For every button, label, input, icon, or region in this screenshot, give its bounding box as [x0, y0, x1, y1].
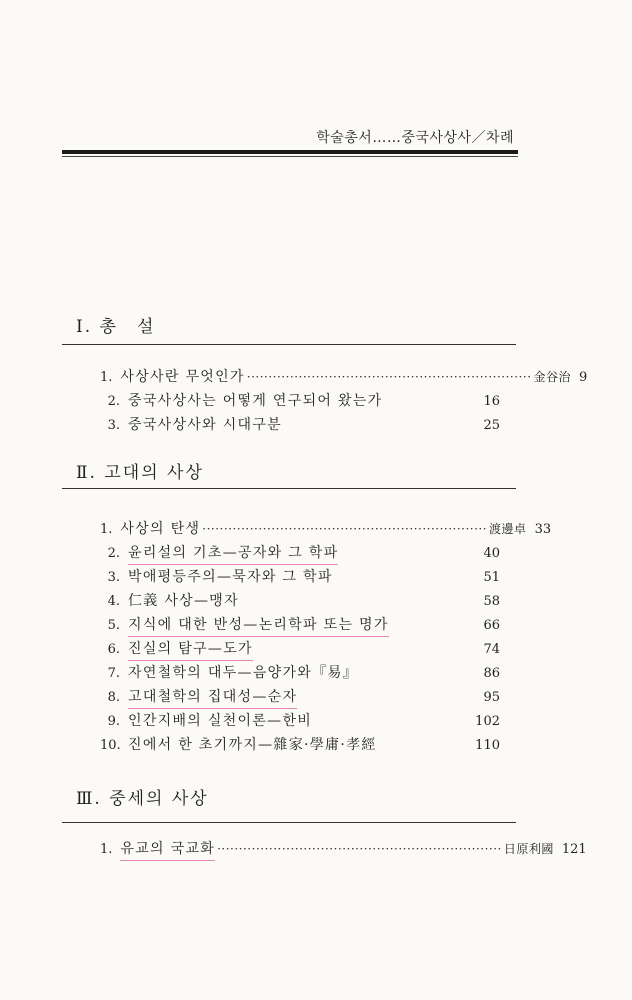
entry-title: 진에서 한 초기까지—雜家·學庸·孝經: [128, 737, 377, 753]
entry-number: 6.: [107, 642, 120, 657]
entry-number: 10.: [100, 738, 121, 753]
section-title: Ⅱ. 고대의 사상: [76, 463, 204, 483]
toc-entry[interactable]: [100, 414, 500, 436]
header-rule: [62, 150, 518, 154]
section-title: Ⅲ. 중세의 사상: [76, 789, 209, 809]
section-title: Ⅰ. 총 설: [76, 317, 156, 337]
toc-entry[interactable]: [100, 366, 588, 388]
entry-title: 유교의 국교화: [120, 838, 215, 861]
toc-entry[interactable]: [100, 566, 500, 588]
entry-title: 고대철학의 집대성—순자: [128, 686, 297, 709]
entry-title: 仁義 사상—맹자: [128, 593, 239, 609]
entry-number: 2.: [107, 546, 120, 561]
entry-author: 金谷治: [533, 370, 572, 384]
entry-title: 사상사란 무엇인가: [120, 369, 245, 385]
entry-number: 4.: [107, 594, 120, 609]
entry-number: 1.: [100, 370, 113, 385]
entry-page: 110: [475, 738, 500, 753]
entry-number: 7.: [107, 666, 120, 681]
entry-page: 86: [483, 666, 500, 681]
entry-number: 5.: [107, 618, 120, 633]
entry-page: 58: [483, 594, 500, 609]
entry-title: 중국사상사와 시대구분: [128, 417, 282, 433]
toc-entry[interactable]: [100, 390, 500, 412]
entry-number: 1.: [100, 522, 113, 537]
entry-number: 1.: [100, 842, 113, 857]
entry-title: 진실의 탐구—도가: [128, 638, 253, 661]
entry-title: 중국사상사는 어떻게 연구되어 왔는가: [128, 393, 383, 409]
entry-title: 자연철학의 대두—음양가와『易』: [128, 665, 359, 681]
entry-page: 9: [579, 370, 588, 385]
entry-page: 95: [483, 690, 500, 705]
toc-entry[interactable]: [100, 590, 500, 612]
entry-title: 지식에 대한 반성—논리학파 또는 명가: [128, 614, 389, 637]
toc-entry[interactable]: [100, 662, 500, 684]
toc-entry[interactable]: [100, 686, 500, 708]
entry-number: 2.: [107, 394, 120, 409]
toc-entry[interactable]: [100, 638, 500, 660]
entry-title: 사상의 탄생: [120, 521, 201, 537]
entry-number: 8.: [107, 690, 120, 705]
entry-page: 16: [483, 394, 500, 409]
dot-leader: ··································································: [246, 370, 532, 384]
entry-page: 40: [483, 546, 500, 561]
entry-page: 102: [475, 714, 500, 729]
toc-entry[interactable]: [100, 614, 500, 636]
entry-title: 윤리설의 기초—공자와 그 학파: [128, 542, 338, 565]
toc-entry[interactable]: [100, 710, 500, 732]
entry-page: 66: [483, 618, 500, 633]
section-rule: [62, 344, 516, 345]
dot-leader: ··································································: [217, 842, 502, 856]
toc-entry[interactable]: [100, 838, 587, 860]
entry-number: 3.: [107, 570, 120, 585]
entry-number: 9.: [107, 714, 120, 729]
entry-page: 25: [483, 418, 500, 433]
entry-number: 3.: [107, 418, 120, 433]
entry-title: 인간지배의 실천이론—한비: [128, 713, 313, 729]
toc-entry[interactable]: [100, 542, 500, 564]
entry-author: 日原利國: [503, 842, 554, 856]
toc-entry[interactable]: [100, 734, 500, 756]
entry-page: 74: [483, 642, 500, 657]
entry-title: 박애평등주의—묵자와 그 학파: [128, 569, 333, 585]
entry-page: 121: [561, 842, 587, 857]
entry-page: 51: [483, 570, 500, 585]
dot-leader: ··································································: [202, 522, 488, 536]
header-rule-thin: [62, 156, 518, 157]
section-rule: [62, 488, 516, 489]
entry-author: 渡邊卓: [489, 522, 527, 536]
running-header: 학술총서……중국사상사／차례: [316, 130, 514, 146]
section-rule: [62, 822, 516, 823]
toc-entry[interactable]: [100, 518, 552, 540]
entry-page: 33: [534, 522, 552, 537]
